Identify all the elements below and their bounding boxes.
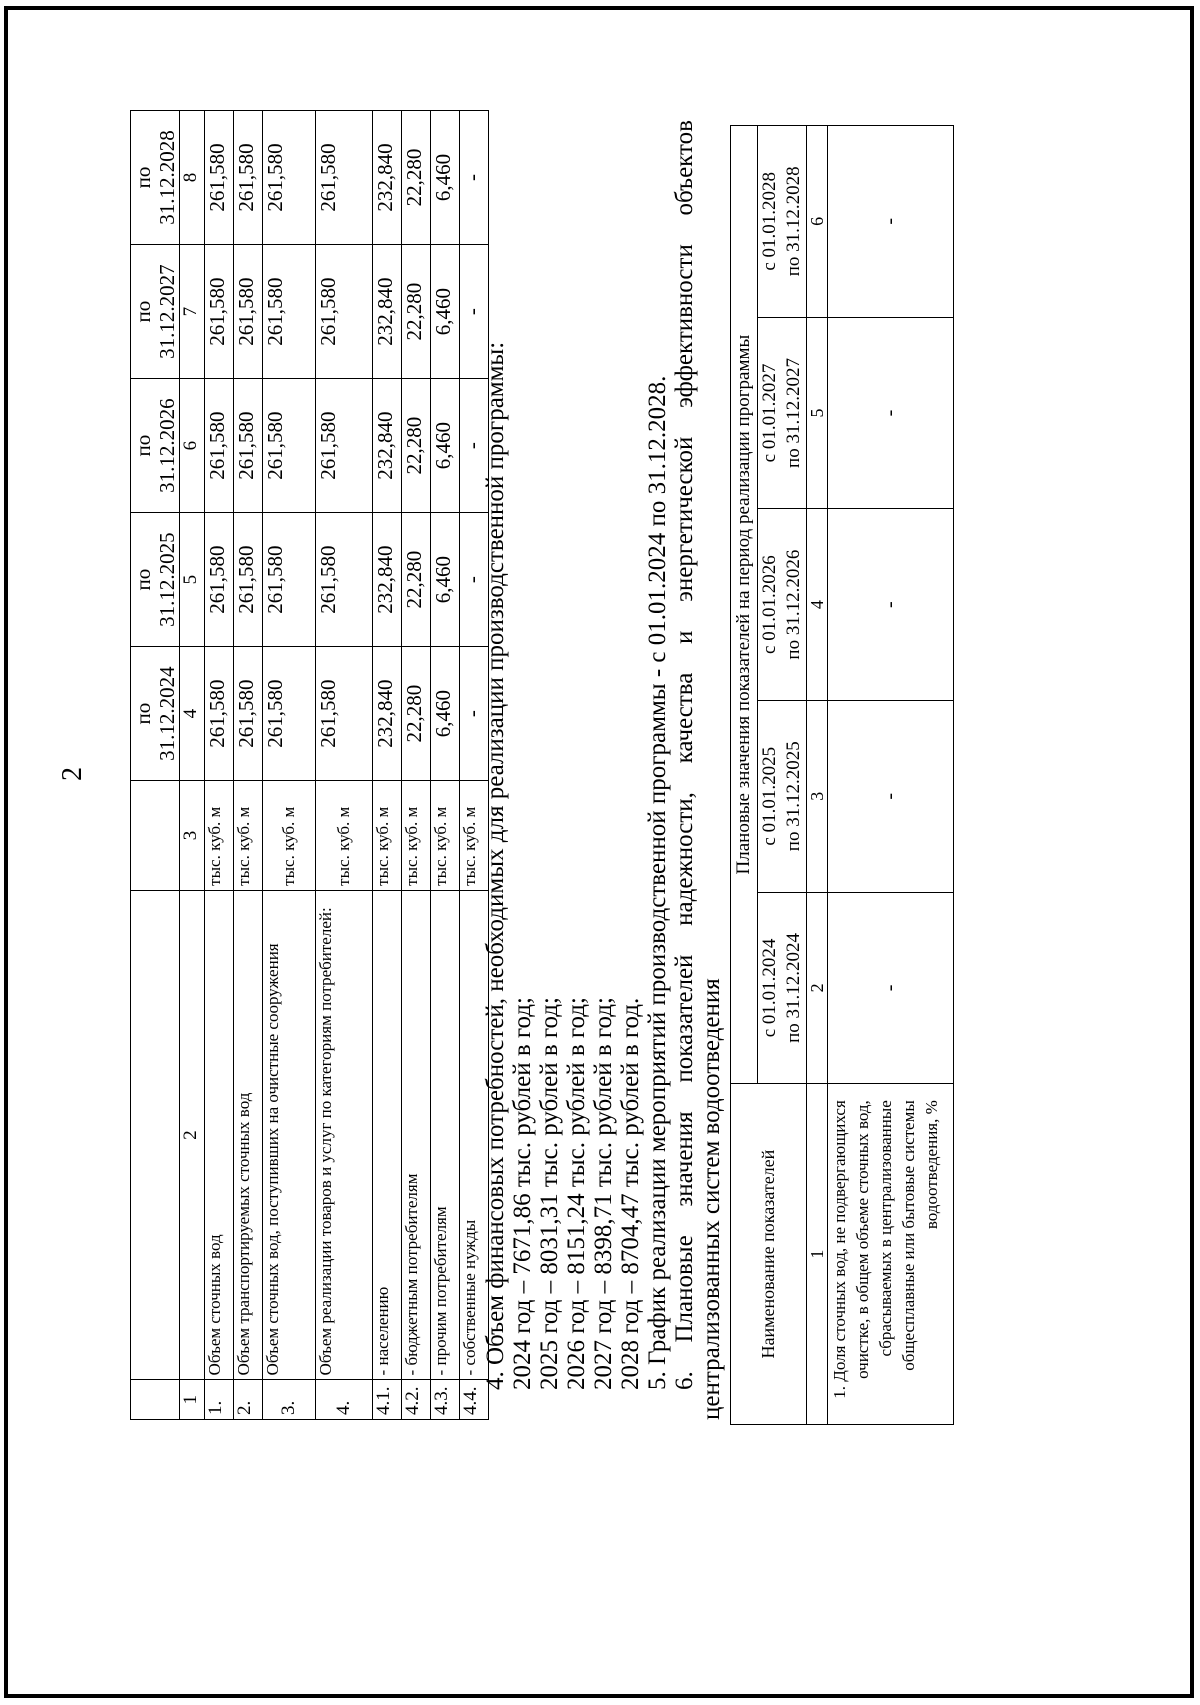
table-row: 4.4. - собственные нужды тыс. куб. м - - - - - (460, 111, 489, 1420)
body-text (482, 120, 725, 1420)
plan-header: Плановые значения показателей на период реализации программы (731, 126, 758, 1084)
table-row: 3. Объем сточных вод, поступивших на очистные сооружения тыс. куб. м 261,580 261,580 261,580 261,580 261,580 (263, 111, 316, 1420)
table-header-row (731, 126, 758, 1425)
financial-line: 2028 год – 8704,47 тыс. рублей в год. (617, 997, 644, 1390)
period-header: с 01.01.2026 по 31.12.2026 (758, 509, 807, 701)
section-5: 5. График реализации мероприятий производственной программы - с 01.01.2024 по 31.12.2028. (644, 375, 671, 1390)
period-header: по 31.12.2027 (131, 245, 180, 379)
indicator-name: 1. Доля сточных вод, не подвергающихся очистке, в общем объеме сточных вод, сбрасываемых в централизованные общесплавные или бытовые системы водоотведения, % (828, 1084, 954, 1425)
financial-line: 2027 год – 8398,71 тыс. рублей в год; (590, 997, 617, 1390)
section-6-heading: 6. Плановые значения показателей надежности, качества и энергетической эффективности объектов (671, 120, 698, 1390)
table-row: 4. Объем реализации товаров и услуг по категориям потребителей: тыс. куб. м 261,580 261,580 261,580 261,580 261,580 (316, 111, 373, 1420)
indicators-table (730, 125, 954, 1425)
period-header: по 31.12.2024 (131, 647, 180, 781)
page-number: 2 (57, 767, 88, 781)
name-header: Наименование показателей (731, 1084, 807, 1425)
financial-line: 2025 год – 8031,31 тыс. рублей в год; (536, 997, 563, 1390)
period-header: по 31.12.2028 (131, 111, 180, 245)
table-row: 4.2. - бюджетным потребителям тыс. куб. м 22,280 22,280 22,280 22,280 22,280 (402, 111, 431, 1420)
table-row: 1. Объем сточных вод тыс. куб. м 261,580 261,580 261,580 261,580 261,580 (205, 111, 234, 1420)
period-header: по 31.12.2025 (131, 513, 180, 647)
table-header-row (131, 111, 180, 1420)
section-6-line-2: централизованных систем водоотведения (698, 978, 725, 1420)
page-frame (4, 6, 1194, 1698)
period-header: с 01.01.2025 по 31.12.2025 (758, 700, 807, 892)
table-row: 1. Доля сточных вод, не подвергающихся очистке, в общем объеме сточных вод, сбрасываемых в централизованные общесплавные или бытовые системы водоотведения, % - - - - - (828, 126, 954, 1425)
financial-line: 2026 год – 8151,24 тыс. рублей в год; (563, 997, 590, 1390)
rotated-content (130, 110, 941, 1550)
period-header: с 01.01.2027 по 31.12.2027 (758, 317, 807, 509)
period-header: с 01.01.2028 по 31.12.2028 (758, 126, 807, 318)
table-row: 4.1. - населению тыс. куб. м 232,840 232,840 232,840 232,840 232,840 (373, 111, 402, 1420)
financial-line: 2024 год – 7671,86 тыс. рублей в год; (509, 997, 536, 1390)
table-row: 4.3. - прочим потребителям тыс. куб. м 6,460 6,460 6,460 6,460 6,460 (431, 111, 460, 1420)
column-index-row: 1 2 3 4 5 6 (807, 126, 828, 1425)
column-index-row: 1 2 3 4 5 6 7 8 (180, 111, 205, 1420)
period-header: с 01.01.2024 по 31.12.2024 (758, 892, 807, 1084)
volume-table (130, 110, 489, 1420)
table-row: 2. Объем транспортируемых сточных вод тыс. куб. м 261,580 261,580 261,580 261,580 261,580 (234, 111, 263, 1420)
period-header: по 31.12.2026 (131, 379, 180, 513)
section-4-heading: 4. Объем финансовых потребностей, необходимых для реализации производственной программы: (482, 341, 509, 1390)
